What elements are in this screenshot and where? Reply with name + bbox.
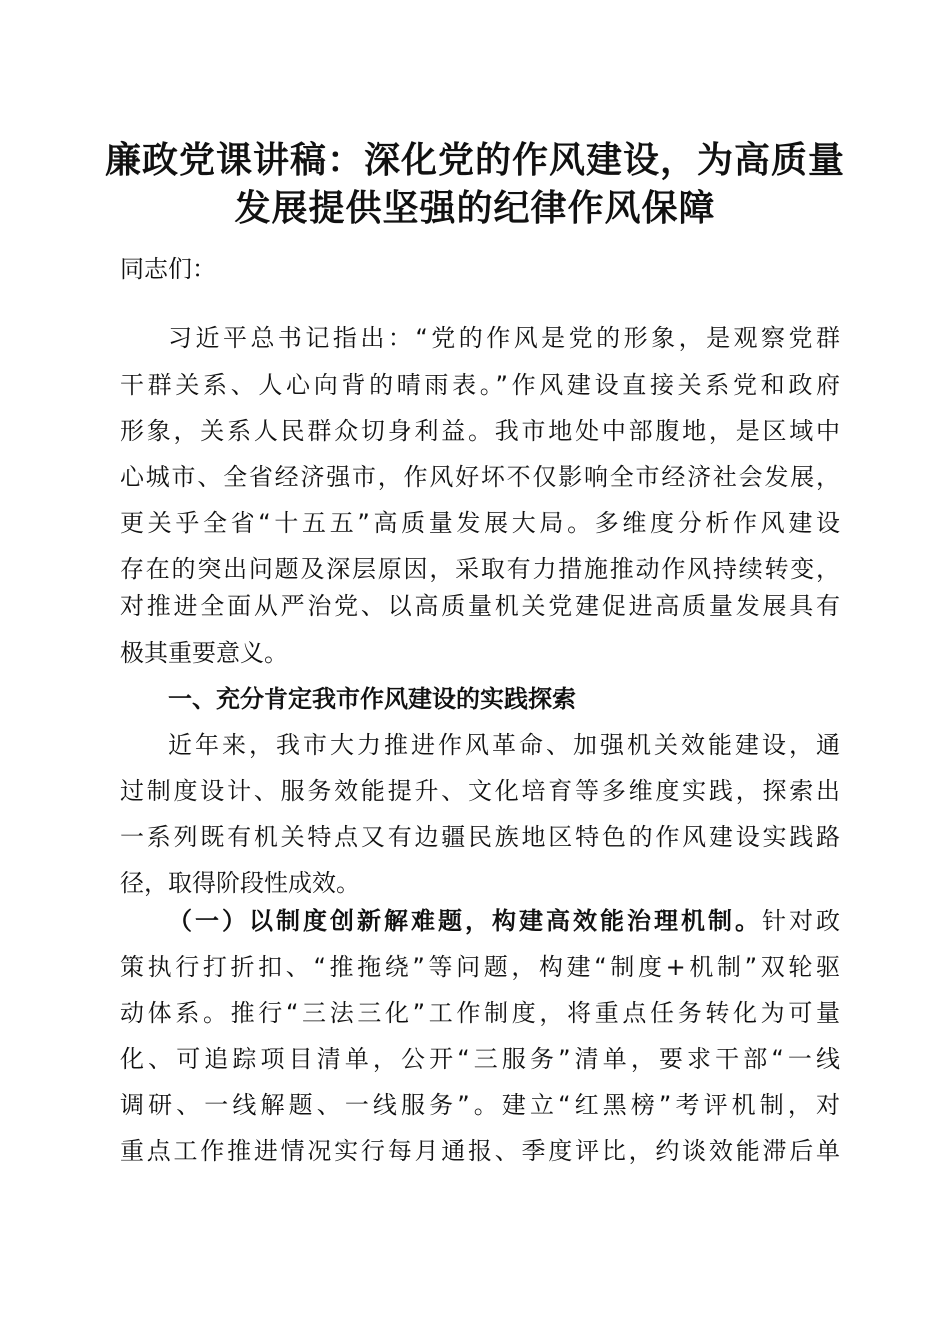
- paragraph-1-line-2: 干群关系、人心向背的晴雨表。”作风建设直接关系党和政府: [120, 371, 840, 399]
- paragraph-1-line-3: 形象，关系人民群众切身利益。我市地处中部腹地，是区域中: [120, 417, 840, 445]
- paragraph-3-line-3: 动体系。推行“三法三化”工作制度，将重点任务转化为可量: [120, 999, 840, 1027]
- paragraph-1-line-6: 存在的突出问题及深层原因，采取有力措施推动作风持续转变，: [120, 555, 840, 583]
- subheading-1: （一）以制度创新解难题，构建高效能治理机制。: [168, 907, 762, 935]
- paragraph-3-line-2: 策执行打折扣、“推拖绕”等问题，构建“制度+机制”双轮驱: [120, 953, 840, 981]
- paragraph-3-line-1: [168, 898, 840, 944]
- paragraph-2-line-4: 径，取得阶段性成效。: [120, 869, 360, 897]
- paragraph-1-line-8: 极其重要意义。: [120, 639, 288, 667]
- paragraph-2-line-1: 近年来，我市大力推进作风革命、加强机关效能建设，通: [168, 731, 840, 759]
- document-title-line-2: 发展提供坚强的纪律作风保障: [234, 187, 716, 229]
- document-title-line-1: 廉政党课讲稿：深化党的作风建设，为高质量: [104, 139, 845, 181]
- paragraph-2-line-2: 过制度设计、服务效能提升、文化培育等多维度实践，探索出: [120, 777, 840, 805]
- paragraph-1-line-5: 更关乎全省“十五五”高质量发展大局。多维度分析作风建设: [120, 509, 840, 537]
- paragraph-3-line-6: 重点工作推进情况实行每月通报、季度评比，约谈效能滞后单: [120, 1137, 840, 1165]
- paragraph-3-line-5: 调研、一线解题、一线服务”。建立“红黑榜”考评机制，对: [120, 1091, 840, 1119]
- salutation: 同志们：: [120, 255, 216, 283]
- paragraph-1-line-4: 心城市、全省经济强市，作风好坏不仅影响全市经济社会发展，: [120, 463, 840, 491]
- paragraph-2-line-3: 一系列既有机关特点又有边疆民族地区特色的作风建设实践路: [120, 823, 840, 851]
- paragraph-1-line-1: 习近平总书记指出：“党的作风是党的形象，是观察党群: [168, 324, 840, 352]
- paragraph-3-line-1-rest: 针对政: [762, 907, 840, 935]
- paragraph-1-line-7: 对推进全面从严治党、以高质量机关党建促进高质量发展具有: [120, 592, 840, 620]
- paragraph-3-line-4: 化、可追踪项目清单，公开“三服务”清单，要求干部“一线: [120, 1045, 840, 1073]
- section-heading-1: 一、充分肯定我市作风建设的实践探索: [168, 685, 576, 713]
